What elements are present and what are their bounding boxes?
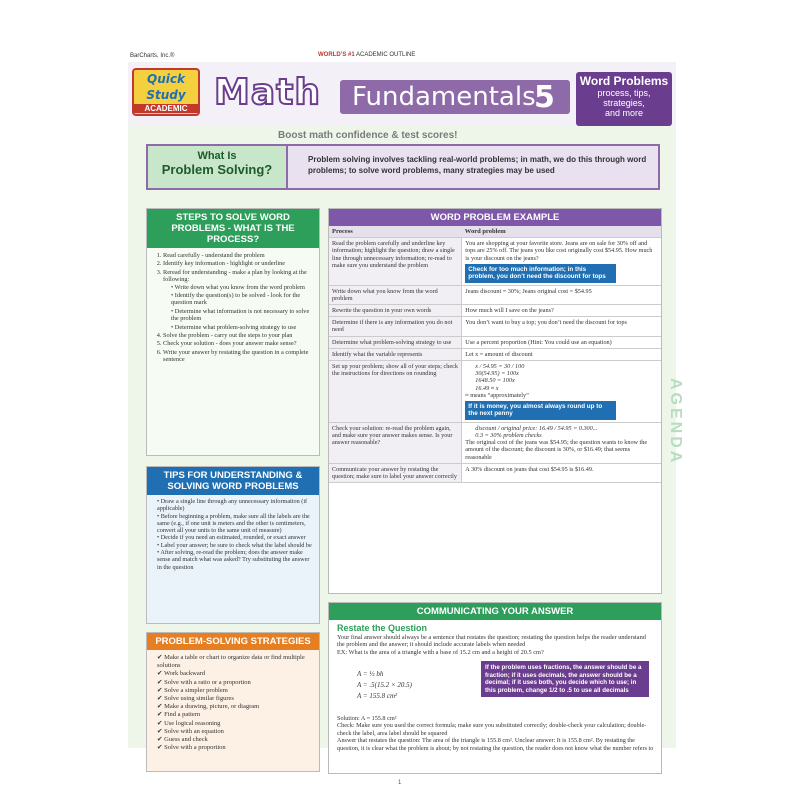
strategies-heading: PROBLEM-SOLVING STRATEGIES: [147, 633, 319, 650]
strategies-panel: [146, 632, 320, 772]
strategies-list: [147, 650, 319, 752]
table-row: Check your solution: re-read the problem again, and make sure your answer makes sense. Is your answer reasonable? discount / original price: 16.49 / 54.95 = 0.300... 0.3 = 30% problem checks The original cost of the jeans was $54.95; the question wants to know the amount of the discount; the discount is 30%, or $16.49; that seems reasonable: [329, 422, 661, 463]
list-item: • Determine what problem-solving strategy to use: [171, 324, 313, 331]
list-item: • Identify the question(s) to be solved - look for the question mark: [171, 292, 313, 307]
intro-text: Problem solving involves tackling real-world problems; in math, we do this through word problems; to solve word problems, many strategies may be used: [308, 155, 647, 175]
intro-box: [146, 144, 660, 190]
list-item: • After solving, re-read the problem; does the answer make sense and match what was asked? Try substituting the answer in the question: [157, 549, 313, 571]
table-row: Write down what you know from the word problem Jeans discount = 30%; Jeans original cost = $54.95: [329, 285, 661, 304]
list-item: ✔ Work backward: [157, 670, 313, 678]
page-number: 1: [398, 780, 402, 786]
list-item: • Determine what information is not necessary to solve the problem: [171, 308, 313, 323]
restate-subheading: Restate the Question: [337, 623, 428, 633]
callout-tip: Check for too much information; in this problem, you don’t need the discount for tops: [465, 264, 615, 283]
table-row: Read the problem carefully and underline key information; highlight the question; draw a single line through unnecessary information; re-read to make sure you understand the problem You are shopping at your favorite store. Jeans are on sale for 30% off and tops are 25% off. The jeans you like cost originally cost $54.95. How much is your discount on the jeans? Check for too much information; in this problem, you don’t need the discount for tops: [329, 238, 661, 285]
top-banner: WORLD’S #1 ACADEMIC OUTLINE: [318, 52, 416, 58]
top-strip: [128, 48, 676, 62]
steps-list: [147, 248, 319, 364]
list-item: ✔ Make a table or chart to organize data or find multiple solutions: [157, 654, 313, 670]
list-item: 6. Write your answer by restating the question in a complete sentence: [163, 349, 313, 364]
list-item: 5. Check your solution - does your answer make sense?: [163, 340, 313, 347]
tips-panel: [146, 466, 320, 624]
list-item: ✔ Solve a simpler problem: [157, 687, 313, 695]
callout-tip: If it is money, you almost always round up to the next penny: [465, 401, 615, 420]
tips-list: [147, 495, 319, 571]
list-item: 3. Reread for understanding - make a plan by looking at the following: • Write down what you know from the word problem • Identify the question(s) to be solved - look for the question mark • Determine what information is not necessary to solve the problem • Determine what problem-solving strategy to use: [163, 269, 313, 331]
example-panel: [328, 208, 662, 594]
list-item: 2. Identify key information - highlight or underline: [163, 260, 313, 267]
steps-heading: STEPS TO SOLVE WORD PROBLEMS - WHAT IS THE PROCESS?: [147, 209, 319, 248]
topic-tag: Word Problems process, tips, strategies, and more: [576, 72, 672, 126]
column-header-process: Process: [329, 226, 462, 238]
publisher-name: BarCharts, Inc.®: [130, 53, 175, 59]
example-table: [329, 226, 661, 483]
area-equations: A = ½ bh A = .5(15.2 × 20.5) A = 155.8 cm²: [357, 670, 413, 700]
list-item: ✔ Find a pattern: [157, 711, 313, 719]
title-fundamentals: Fundamentals: [352, 82, 536, 112]
list-item: ✔ Solve using similar figures: [157, 695, 313, 703]
column-header-word: Word problem: [462, 226, 661, 238]
list-item: • Label your answer; be sure to check what the label should be: [157, 542, 313, 549]
list-item: 4. Solve the problem - carry out the steps to your plan: [163, 332, 313, 339]
table-row: Rewrite the question in your own words How much will I save on the jeans?: [329, 305, 661, 317]
title-math: Math: [214, 72, 321, 113]
restate-intro: Your final answer should always be a sentence that restates the question; restating the question helps the reader understand the problem and the answer; it should include accurate labels when needed: [337, 634, 646, 649]
title-number: 5: [534, 80, 555, 115]
tips-heading: TIPS FOR UNDERSTANDING & SOLVING WORD PROBLEMS: [147, 467, 319, 495]
study-guide-sheet: [128, 48, 684, 786]
solution-text: Solution: A = 155.8 cm² Check: Make sure you used the correct formula; make sure you substituted correctly; double-check your calculation; double-check the label, area label should be squared Answer that restates the question: The area of the triangle is 155.8 cm². Unclear answer: It is 155.8 cm². By restating the question, it is clear what the problem is about; by not restating the question, the reader does not know what the number refers to: [337, 715, 654, 752]
header: [128, 62, 676, 126]
list-item: ✔ Guess and check: [157, 736, 313, 744]
tagline: Boost math confidence & test scores!: [278, 130, 458, 141]
callout-fractions: If the problem uses fractions, the answer should be a fraction; if it uses decimals, the answer should be a decimal; if it uses both, you decide which to use; in this problem, change 1/2 to .5 to use all decimals: [481, 661, 649, 697]
side-watermark: AGENDA: [667, 378, 684, 466]
list-item: • Draw a single line through any unnecessary information (if applicable): [157, 498, 313, 513]
steps-panel: [146, 208, 320, 456]
intro-label: What Is Problem Solving?: [148, 146, 288, 188]
list-item: • Write down what you know from the word problem: [171, 284, 313, 291]
restate-example: EX: What is the area of a triangle with a base of 15.2 cm and a height of 20.5 cm?: [337, 648, 544, 656]
list-item: • Before beginning a problem, make sure all the labels are the same (e.g., if one unit is meters and the other is centimeters, convert all your units to the same unit of measure): [157, 513, 313, 535]
list-item: ✔ Solve with an equation: [157, 728, 313, 736]
table-row: Identify what the variable represents Let x = amount of discount: [329, 348, 661, 360]
example-heading: WORD PROBLEM EXAMPLE: [329, 209, 661, 226]
quickstudy-logo: Quick Study ACADEMIC: [132, 68, 200, 116]
table-row: Determine if there is any information you do not need You don’t want to buy a top; you don’t need the discount for tops: [329, 317, 661, 336]
list-item: ✔ Solve with a proportion: [157, 744, 313, 752]
list-item: 1. Read carefully - understand the problem: [163, 252, 313, 259]
list-item: ✔ Make a drawing, picture, or diagram: [157, 703, 313, 711]
table-row: Determine what problem-solving strategy to use Use a percent proportion (Hint: You could use an equation): [329, 336, 661, 348]
table-header-row: [329, 226, 661, 238]
list-item: ✔ Use logical reasoning: [157, 720, 313, 728]
list-item: ✔ Solve with a ratio or a proportion: [157, 679, 313, 687]
list-item: • Decide if you need an estimated, rounded, or exact answer: [157, 534, 313, 541]
communicating-panel: [328, 602, 662, 774]
table-row: Communicate your answer by restating the question; make sure to label your answer correctly A 30% discount on jeans that cost $54.95 is $16.49.: [329, 463, 661, 482]
communicating-heading: COMMUNICATING YOUR ANSWER: [329, 603, 661, 620]
table-row: Set up your problem; show all of your steps; check the instructions for directions on rounding x / 54.95 = 30 / 100 30(54.95) = 100x 1648.50 = 100x 16.49 ≈ x ≈ means “approximately” If it is money, you almost always round up to the next penny: [329, 361, 661, 423]
